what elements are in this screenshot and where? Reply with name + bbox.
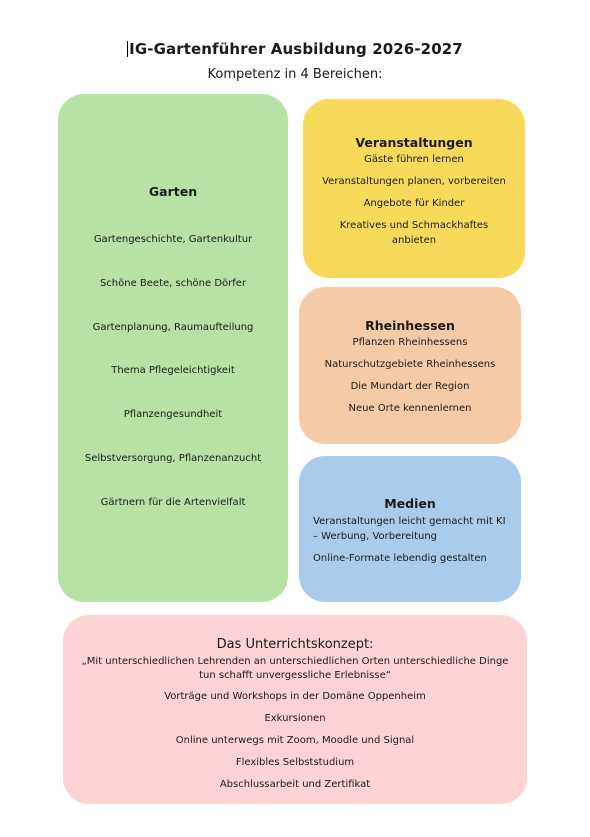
konzept-item: Abschlussarbeit und Zertifikat bbox=[219, 779, 371, 790]
konzept-quote: „Mit unterschiedlichen Lehrenden an unterschiedlichen Orten unterschiedliche Dinge tun schafft unvergessliche Erlebnisse“ bbox=[81, 656, 509, 681]
rheinhessen-box bbox=[299, 287, 521, 444]
medien-item: Veranstaltungen leicht gemacht mit KI – Werbung, Vorbereitung bbox=[313, 516, 506, 542]
page-subtitle: Kompetenz in 4 Bereichen: bbox=[207, 67, 383, 82]
veranstaltungen-heading: Veranstaltungen bbox=[355, 135, 473, 150]
veranstaltungen-list bbox=[303, 152, 525, 248]
rheinhessen-heading: Rheinhessen bbox=[365, 318, 455, 333]
garten-heading: Garten bbox=[148, 184, 198, 199]
rheinhessen-item: Pflanzen Rheinhessens bbox=[352, 337, 468, 348]
page-title-text: IG-Gartenführer Ausbildung 2026-2027 bbox=[129, 40, 463, 58]
veranstaltungen-item: Angebote für Kinder bbox=[363, 198, 465, 209]
konzept-heading: Das Unterrichtskonzept: bbox=[216, 637, 374, 652]
rheinhessen-item: Neue Orte kennenlernen bbox=[348, 403, 472, 414]
garten-item: Gärtnern für die Artenvielfalt bbox=[100, 496, 246, 508]
konzept-item: Exkursionen bbox=[264, 713, 326, 724]
veranstaltungen-item: Gäste führen lernen bbox=[364, 154, 464, 165]
medien-item: Online-Formate lebendig gestalten bbox=[313, 553, 487, 564]
unterrichtskonzept-box bbox=[63, 615, 527, 804]
garten-item: Pflanzengesundheit bbox=[123, 409, 223, 421]
garten-item: Thema Pflegeleichtigkeit bbox=[111, 365, 235, 377]
konzept-list bbox=[63, 689, 527, 792]
garten-list bbox=[58, 232, 288, 539]
page-title bbox=[0, 40, 590, 58]
garten-item: Schöne Beete, schöne Dörfer bbox=[99, 277, 247, 289]
garten-item: Selbstversorgung, Pflanzenanzucht bbox=[84, 452, 262, 464]
medien-box bbox=[299, 456, 521, 602]
garten-item: Gartengeschichte, Gartenkultur bbox=[93, 234, 253, 245]
veranstaltungen-item: Veranstaltungen planen, vorbereiten bbox=[322, 176, 506, 187]
garten-item: Gartenplanung, Raumaufteilung bbox=[92, 321, 254, 333]
rheinhessen-item: Die Mundart der Region bbox=[350, 381, 470, 392]
rheinhessen-list bbox=[299, 335, 521, 416]
garten-box bbox=[58, 94, 288, 602]
rheinhessen-item: Naturschutzgebiete Rheinhessens bbox=[324, 359, 496, 370]
medien-heading: Medien bbox=[384, 496, 436, 511]
medien-list bbox=[299, 514, 521, 566]
veranstaltungen-item: Kreatives und Schmackhaftes anbieten bbox=[339, 220, 489, 246]
text-cursor bbox=[127, 41, 128, 57]
veranstaltungen-box bbox=[303, 99, 525, 278]
konzept-item: Online unterwegs mit Zoom, Moodle und Signal bbox=[175, 735, 415, 746]
konzept-item: Vorträge und Workshops in der Domäne Oppenheim bbox=[164, 691, 426, 702]
konzept-item: Flexibles Selbststudium bbox=[235, 757, 355, 768]
